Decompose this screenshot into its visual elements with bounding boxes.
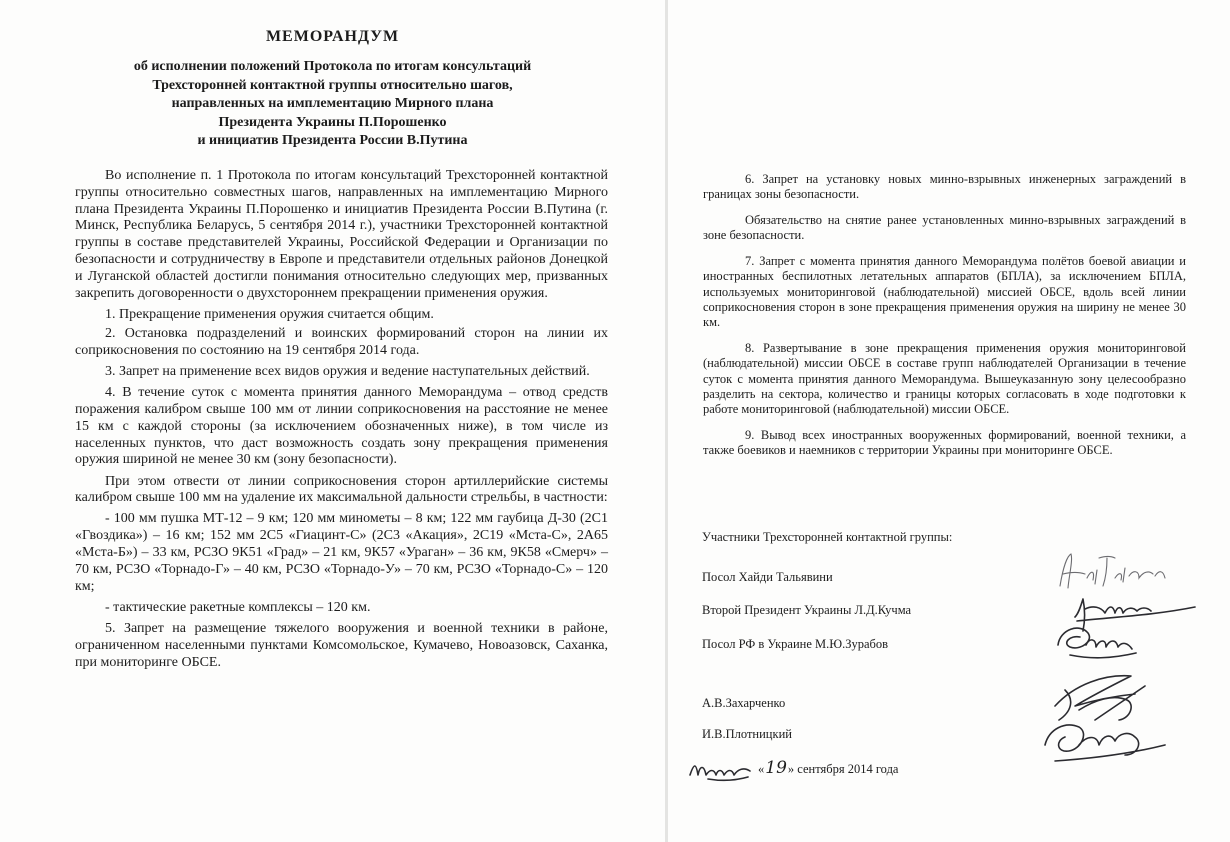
clause-5: 5. Запрет на размещение тяжелого вооружения и военной техники в районе, ограниченном населенными пунктами Комсомольское, Кумачево, Новоазовск, Саханка, при мониторинге ОБСЕ. [75,621,608,670]
participants-heading: Участники Трехсторонней контактной группы: [702,530,953,544]
clause-8: 8. Развертывание в зоне прекращения применения оружия мониторинговой (наблюдательной) миссии ОБСЕ в составе групп наблюдателей Организации в течение суток с момента принятия данного Меморандума. Вышеуказанную зону целесообразно разделить на сектора, количество и границы которых согласовать в ходе подготовки к работе мониторинговой (наблюдательной) миссии ОБСЕ. [703,341,1186,417]
right-column [703,172,1186,469]
document-subtitle [0,58,665,151]
subtitle-line: и инициатив Президента России В.Путина [197,133,468,148]
subtitle-line: Трехсторонней контактной группы относительно шагов, [152,77,513,93]
clause-4-weapons-list: - 100 мм пушка МТ-12 – 9 км; 120 мм минометы – 8 км; 122 мм гаубица Д-30 (2С1 «Гвоздика») – 16 км; 152 мм 2С5 «Гиацинт-С» (2С3 «Акация», 2С19 «Мста-С», 2А65 «Мста-Б») – 33 км, РСЗО 9К51 «Град» – 21 км, 9К57 «Ураган» – 36 км, 9К58 «Смерч» – 70 км, РСЗО «Торнадо-Г» – 40 км, РСЗО «Торнадо-У» – 70 км, РСЗО «Торнадо-С» – 120 км; [75,511,608,594]
signer-name: И.В.Плотницкий [702,727,792,741]
preamble-paragraph: Во исполнение п. 1 Протокола по итогам консультаций Трехсторонней контактной группы относительно совместных шагов, направленных на имплементацию Мирного плана Президента Украины П.Порошенко и инициатив Президента России В.Путина (г. Минск, Республика Беларусь, 5 сентября 2014 г.), участники Трехсторонней контактной группы в составе представителей Украины, Российской Федерации и Организации по безопасности и сотрудничеству в Европе и представители отдельных районов Донецкой и Луганской областей достигли понимания относительно следующих мер, призванных закрепить договоренности о двухстороннем прекращении применения оружия. [75,168,608,301]
clause-6: 6. Запрет на установку новых минно-взрывных инженерных заграждений в границах зоны безопасности. [703,172,1186,202]
clause-4-missiles: - тактические ракетные комплексы – 120 км. [105,599,371,615]
date-close-quote: » [787,761,795,776]
signer-name: Посол Хайди Тальявини [702,570,833,584]
clause-3: 3. Запрет на применение всех видов оружия и ведение наступательных действий. [105,363,590,379]
clause-1: 1. Прекращение применения оружия считается общим. [105,306,434,322]
clause-4: 4. В течение суток с момента принятия данного Меморандума – отвод средств поражения калибром свыше 100 мм от линии соприкосновения на расстояние не менее 15 км с каждой стороны (за исключением обозначенных ниже), в том числе из населенных пунктов, что даст возможность создать зону прекращения применения оружия шириной не менее 30 км (зону безопасности). [75,385,608,468]
date-day: 19 [765,757,787,778]
document-title: МЕМОРАНДУМ [265,28,400,45]
clause-9: 9. Вывод всех иностранных вооруженных формирований, военной техники, а также боевиков и наемников с территории Украины при мониторинге ОБСЕ. [703,428,1186,458]
date-rest: сентября 2014 года [797,761,899,776]
signer-name: Посол РФ в Украине М.Ю.Зурабов [702,637,889,651]
signer-name: Второй Президент Украины Л.Д.Кучма [702,603,912,617]
signer-name: А.В.Захарченко [702,696,786,710]
subtitle-line: об исполнении положений Протокола по итогам консультаций [133,59,532,74]
clause-6-obligation: Обязательство на снятие ранее установленных минно-взрывных заграждений в зоне безопасности. [703,213,1186,243]
left-column [75,168,608,676]
date-line [686,757,898,783]
subtitle-line: направленных на имплементацию Мирного плана [171,96,494,111]
date-open-quote: « [758,761,765,776]
clause-2: 2. Остановка подразделений и воинских формирований сторон на линии их соприкосновения по состоянию на 19 сентября 2014 года. [75,325,608,358]
signature-plotnitsky [1025,705,1175,780]
subtitle-line: Президента Украины П.Порошенко [218,114,447,130]
minsk-handwritten [686,757,756,783]
clause-7: 7. Запрет с момента принятия данного Меморандума полётов боевой авиации и иностранных беспилотных летательных аппаратов (БПЛА), за исключением БПЛА, используемых мониторинговой (наблюдательной) миссией ОБСЕ, вдоль всей линии соприкосновения сторон в зоне прекращения применения оружия на ширину не менее 30 км. [703,254,1186,330]
clause-4-artillery: При этом отвести от линии соприкосновения сторон артиллерийские системы калибром свыше 100 мм на удаление их максимальной дальности стрельбы, в частности: [75,473,608,506]
